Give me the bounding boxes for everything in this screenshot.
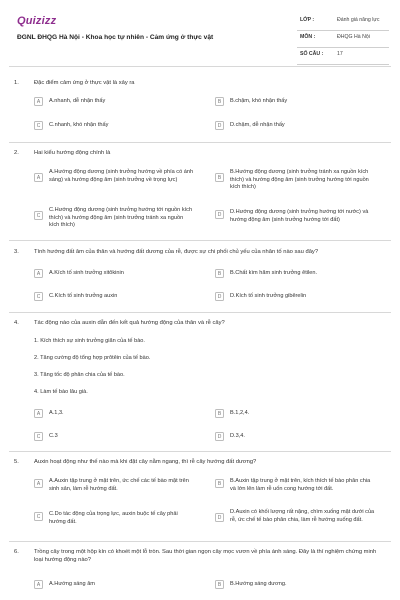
document-header xyxy=(0,0,400,64)
meta-label: SỐ CÂU : xyxy=(300,51,324,57)
option-letter-box: C xyxy=(34,211,43,220)
question-number: 2. xyxy=(14,150,19,156)
option-text: A.nhanh, dễ nhận thấy xyxy=(49,98,106,104)
question-number: 6. xyxy=(14,549,19,555)
option-letter-box: C xyxy=(34,432,43,441)
option-letter-box: D xyxy=(215,210,224,219)
question-text: Trồng cây trong một hộp kín có khoét một lỗ tròn. Sau thời gian ngọn cây mọc vươn về phía ánh sáng. Đây là thí nghiệm chứng minh loại hướng động nào? xyxy=(34,549,377,563)
meta-label: LỚP : xyxy=(300,17,315,23)
question-number: 5. xyxy=(14,459,19,465)
option-letter-box: A xyxy=(34,97,43,106)
statement-4: 4. Làm tế bào lâu già. xyxy=(34,389,88,395)
option-text: A.1,3. xyxy=(49,410,64,416)
option-letter-box: B xyxy=(215,580,224,589)
option-text: D.Hướng động dương (sinh trưởng hướng tới nước) và hướng động âm (sinh trưởng hướng tới đất) xyxy=(230,209,369,223)
meta-label: MÔN : xyxy=(300,34,316,40)
divider xyxy=(9,142,391,143)
option-text: A.Hướng động dương (sinh trưởng hướng về phía có ánh sáng) và hướng động âm (sinh trưởng về trọng lực) xyxy=(49,169,194,183)
option-text: C.nhanh, khó nhận thấy xyxy=(49,122,109,128)
meta-value: 17 xyxy=(337,51,343,57)
question-text: Tác động nào của auxin dẫn đến kết quả hướng động của thân và rễ cây? xyxy=(34,320,225,326)
option-letter-box: C xyxy=(34,512,43,521)
option-letter-box: D xyxy=(215,513,224,522)
option-text: D.chậm, dễ nhận thấy xyxy=(230,122,285,128)
divider xyxy=(9,66,391,67)
option-letter-box: B xyxy=(215,173,224,182)
option-text: A.Kích tố sinh trưởng xitôkinin xyxy=(49,270,124,276)
option-letter-box: A xyxy=(34,479,43,488)
option-letter-box: C xyxy=(34,292,43,301)
document-title: ĐGNL ĐHQG Hà Nội - Khoa học tự nhiên - Cảm ứng ở thực vật xyxy=(17,34,214,41)
option-text: D.Auxin có khối lượng rất nặng, chìm xuống mặt dưới của rễ, ức chế tế bào phân chia, làm rễ hướng xuống đất. xyxy=(230,509,375,523)
question-number: 1. xyxy=(14,80,19,86)
meta-info-box xyxy=(297,14,389,65)
statement-3: 3. Tăng tốc độ phân chia của tế bào. xyxy=(34,372,125,378)
question-number: 3. xyxy=(14,249,19,255)
option-letter-box: B xyxy=(215,479,224,488)
statement-2: 2. Tăng cường độ tổng hợp prôtêin của tế bào. xyxy=(34,355,151,361)
option-text: D.Kích tố sinh trưởng gibêrelin xyxy=(230,293,307,299)
option-text: B.Hướng sáng dương. xyxy=(230,581,287,587)
option-letter-box: B xyxy=(215,409,224,418)
option-letter-box: B xyxy=(215,269,224,278)
statement-1: 1. Kích thích sự sinh trưởng giãn của tế bào. xyxy=(34,338,145,344)
divider xyxy=(9,240,391,241)
meta-row-class xyxy=(297,14,389,31)
option-text: B.Hướng động dương (sinh trưởng tránh xa nguồn kích thích) và hướng động âm (sinh trưởng hướng tới nguồn kích thích) xyxy=(230,169,369,191)
option-text: C.Do tác động của trọng lực, auxin buộc tế cây phải hướng đất. xyxy=(49,511,178,525)
option-text: C.Hướng động dương (sinh trưởng hướng tới nguồn kích thích) và hướng động âm (sinh trưởng tránh xa nguồn kích thích) xyxy=(49,207,193,229)
option-text: B.chậm, khó nhận thấy xyxy=(230,98,288,104)
option-text: A.Auxin tập trung ở mặt trên, ức chế các tế bào mặt trên sinh sản, làm rễ hướng đất. xyxy=(49,478,189,492)
option-letter-box: A xyxy=(34,269,43,278)
quizizz-logo: Quizizz xyxy=(17,15,57,27)
divider xyxy=(9,312,391,313)
option-text: C.3 xyxy=(49,433,58,439)
meta-value: Đánh giá năng lực xyxy=(337,17,380,23)
option-letter-box: A xyxy=(34,580,43,589)
question-text: Đặc điểm cảm ứng ở thực vật là xảy ra xyxy=(34,80,135,86)
option-text: B.Chất kìm hãm sinh trưởng êtilen. xyxy=(230,270,318,276)
option-text: B.1,2,4. xyxy=(230,410,250,416)
option-letter-box: B xyxy=(215,97,224,106)
question-number: 4. xyxy=(14,320,19,326)
option-text: B.Auxin tập trung ở mặt trên, kích thích tế bào phân chia và lớn lên làm rễ uốn cong hướng tới đất. xyxy=(230,478,371,492)
divider xyxy=(9,451,391,452)
option-letter-box: D xyxy=(215,432,224,441)
option-letter-box: D xyxy=(215,121,224,130)
option-text: A.Hướng sáng âm xyxy=(49,581,95,587)
meta-value: ĐHQG Hà Nội xyxy=(337,34,370,40)
option-letter-box: C xyxy=(34,121,43,130)
question-text: Tính hướng đất âm của thân và hướng đất dương của rễ, được sự chi phối chủ yếu của nhân tố nào sau đây? xyxy=(34,249,319,255)
option-letter-box: D xyxy=(215,292,224,301)
meta-row-question-count xyxy=(297,48,389,65)
option-text: D.3,4. xyxy=(230,433,245,439)
option-text: C.Kích tố sinh trưởng auxin xyxy=(49,293,118,299)
option-letter-box: A xyxy=(34,173,43,182)
question-text: Hai kiểu hướng động chính là xyxy=(34,150,111,156)
divider xyxy=(9,541,391,542)
option-letter-box: A xyxy=(34,409,43,418)
meta-row-subject xyxy=(297,31,389,48)
question-text: Auxin hoạt động như thế nào mà khi đặt cây nằm ngang, thì rễ cây hướng đất dương? xyxy=(34,459,257,465)
